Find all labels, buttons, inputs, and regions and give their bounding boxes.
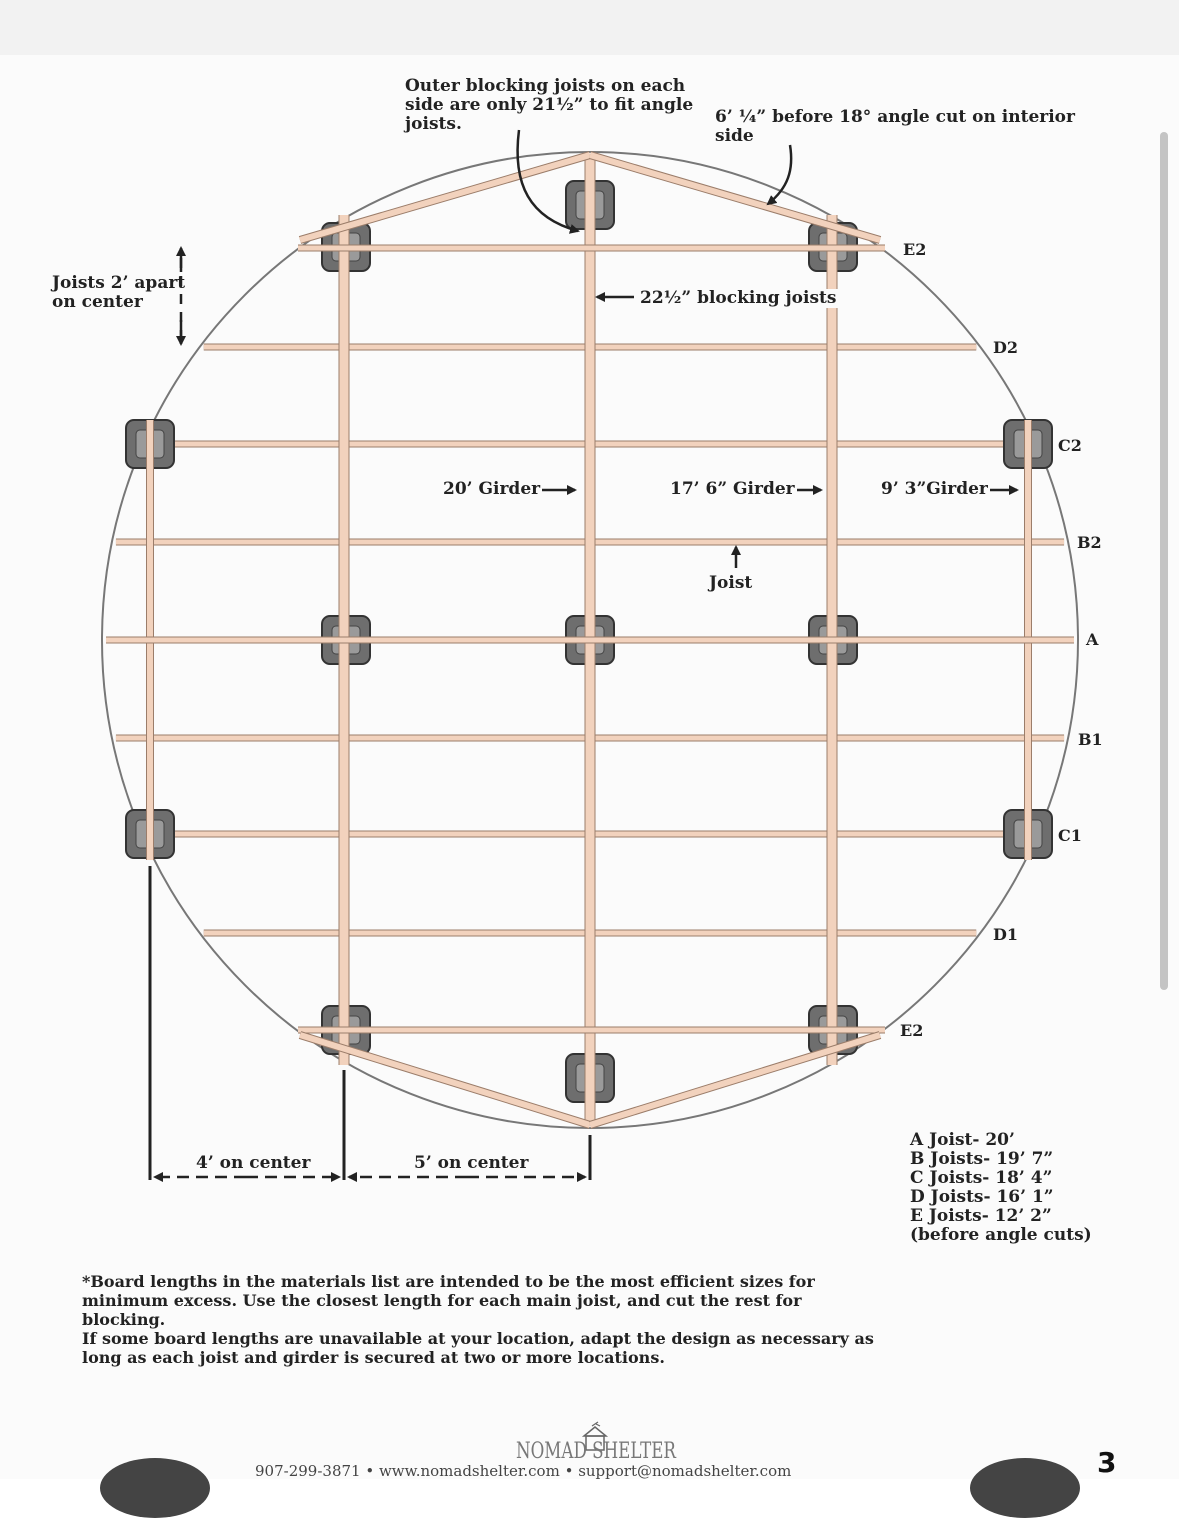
- joist-end-label-c1-6: C1: [1058, 826, 1082, 845]
- angle-joist-3: [590, 1035, 880, 1125]
- joist-end-label-c2-2: C2: [1058, 436, 1082, 455]
- legend-a-joist: A Joist- 20’: [910, 1130, 1015, 1150]
- joist-length-legend: [910, 1131, 1092, 1245]
- angle-cut-arrow: [768, 145, 791, 204]
- next-page-button[interactable]: [970, 1458, 1080, 1518]
- legend-c-joists: C Joists- 18’ 4”: [910, 1168, 1053, 1188]
- page-number: 3: [1097, 1446, 1117, 1479]
- joist-end-label-e2-8: E2: [900, 1021, 924, 1040]
- nomad-shelter-logo: [500, 1418, 690, 1462]
- joist-end-label-d2-1: D2: [993, 338, 1019, 357]
- legend-d-joists: D Joists- 16’ 1”: [910, 1187, 1054, 1207]
- five-on-center-label: 5’ on center: [414, 1153, 529, 1173]
- girder-20-label: 20’ Girder: [443, 479, 541, 499]
- joist-end-label-b2-3: B2: [1077, 533, 1102, 552]
- joist-end-label-d1-7: D1: [993, 925, 1019, 944]
- joist-end-label-e2-0: E2: [903, 240, 927, 259]
- board-lengths-note: *Board lengths in the materials list are intended to be the most efficient sizes for minimum excess. Use the closest length for each main joist, and cut the rest for blocking. If some board lengths are unavailable at your location, adapt the design as necessary as long as each joist and girder is secured at two or more locations.: [82, 1272, 874, 1367]
- legend-b-joists: B Joists- 19’ 7”: [910, 1149, 1054, 1169]
- angle-joist-1: [590, 155, 880, 240]
- legend-e-joists: E Joists- 12’ 2”: [910, 1206, 1052, 1226]
- blocking-joists-label: 22½” blocking joists: [640, 288, 837, 308]
- prev-page-button[interactable]: [100, 1458, 210, 1518]
- angle-joist-0: [300, 155, 590, 240]
- joist-end-label-b1-5: B1: [1078, 730, 1103, 749]
- joist-end-label-a-4: A: [1086, 630, 1099, 649]
- legend-note: (before angle cuts): [910, 1225, 1092, 1245]
- girder-17-6-label: 17’ 6” Girder: [670, 479, 795, 499]
- girder-9-3-label: 9’ 3”Girder: [881, 479, 988, 499]
- outer-blocking-annotation: Outer blocking joists on each side are only 21½” to fit angle joists.: [405, 76, 694, 134]
- four-on-center-label: 4’ on center: [196, 1153, 311, 1173]
- footer-contact: 907-299-3871 • www.nomadshelter.com • support@nomadshelter.com: [255, 1462, 792, 1480]
- joist-label: Joist: [709, 573, 753, 593]
- angle-cut-annotation: 6’ ¼” before 18° angle cut on interior side: [715, 107, 1075, 146]
- joists-apart-annotation: Joists 2’ apart on center: [52, 273, 186, 312]
- logo-wordmark: NOMAD SHELTER: [516, 1439, 678, 1464]
